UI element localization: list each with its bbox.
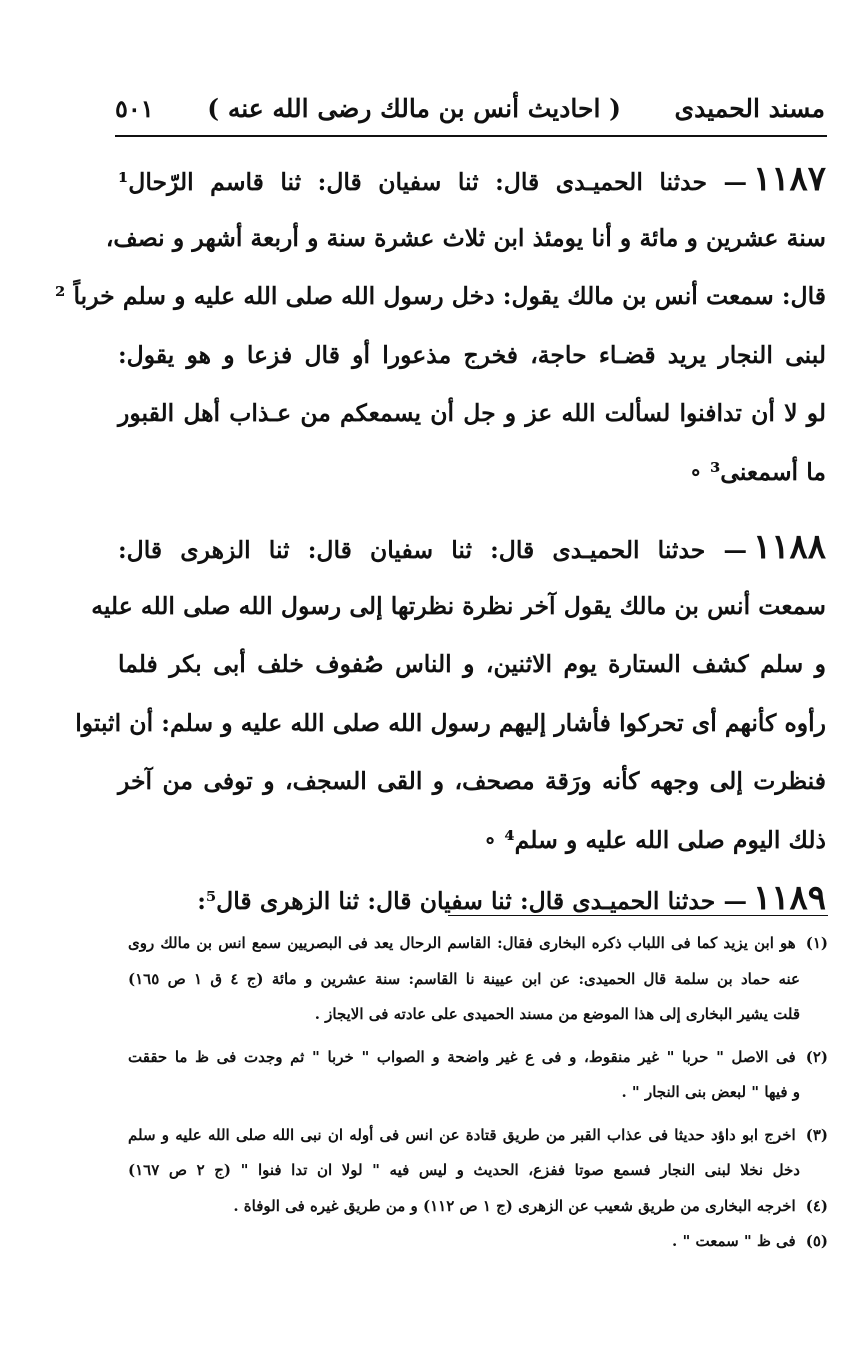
footnote-marker: (٣) (805, 1125, 828, 1144)
footnote-text: فى ظ " سمعت " . (672, 1232, 796, 1250)
hadith-1189-line-1 (118, 869, 826, 928)
footnotes (128, 926, 828, 1260)
hadith-line: ذلك اليوم صلى الله عليه و سلم⁴ ∘ (483, 825, 826, 854)
page-number: ٥٠١ (115, 93, 154, 123)
hadith-text: — حدثنا الحميـدى قال: ثنا سفيان قال: ثنا قاسم الرّحال¹ (118, 168, 747, 196)
footnote-text: اخرجه البخارى من طريق شعيب عن الزهرى (ج ١ ص ١١٢) و من طريق غيره فى الوفاة . (233, 1196, 796, 1215)
hadith-line: رأوه كأنهم أى تحركوا فأشار إليهم رسول الله صلى الله عليه و سلم: أن اثبتوا (75, 708, 826, 737)
hadith-text: — حدثنا الحميـدى قال: ثنا سفيان قال: ثنا الزهرى قال: (118, 536, 747, 564)
footnote-3 (128, 1118, 828, 1154)
hadith-1187-line-1 (118, 150, 826, 209)
hadith-1188-line-1 (118, 518, 826, 577)
main-text (55, 150, 826, 928)
footnote-4 (128, 1189, 828, 1225)
hadith-line: قال: سمعت أنس بن مالك يقول: دخل رسول الله صلى الله عليه و سلم خرباً ² (55, 282, 826, 310)
hadith-number: ١١٨٧ (752, 159, 826, 199)
footnote-line: قلت يشير البخارى إلى هذا الموضع من مسند الحميدى على عادته فى الايجاز . (314, 1005, 800, 1023)
chapter-title: ( احاديث أنس بن مالك رضى الله عنه ) (207, 93, 621, 123)
hadith-number: ١١٨٨ (752, 527, 826, 567)
hadith-line: ما أسمعنى³ ∘ (689, 457, 826, 486)
footnote-5 (128, 1224, 828, 1260)
footnote-marker: (٤) (805, 1196, 828, 1215)
hadith-line: لو لا أن تدافنوا لسألت الله عز و جل أن يسمعكم من عـذاب أهل القبور (118, 399, 826, 427)
hadith-line: لبنى النجار يريد قضـاء حاجة، فخرج مذعورا أو قال فزعا و هو يقول: (118, 340, 826, 369)
footnote-divider (448, 915, 828, 916)
footnote-2 (128, 1040, 828, 1076)
footnote-line: عنه حماد بن سلمة قال الحميدى: عن ابن عيينة نا القاسم: سنة عشرين و مائة (ج ٤ ق ١ ص ١٦٥) (128, 969, 800, 988)
footnote-line: و فيها " لبعض بنى النجار " . (621, 1083, 800, 1101)
book-title: مسند الحميدى (674, 93, 825, 123)
footnote-text: هو ابن يزيد كما فى اللباب ذكره البخارى فقال: القاسم الرحال يعد فى البصريين سمع انس بن مالك روى (128, 934, 796, 952)
footnote-1 (128, 926, 828, 962)
hadith-text: — حدثنا الحميـدى قال: ثنا سفيان قال: ثنا الزهرى قال⁵: (197, 887, 747, 915)
hadith-line: سمعت أنس بن مالك يقول آخر نظرة نظرتها إلى رسول الله صلى الله عليه (91, 591, 826, 620)
running-header (115, 84, 825, 132)
footnote-text: فى الاصل " حربا " غير منقوط، و فى ع غير واضحة و الصواب " خربا " ثم وجدت فى ظ ما حققت (128, 1047, 796, 1066)
hadith-line: سنة عشرين و مائة و أنا يومئذ ابن ثلاث عشرة سنة و أربعة أشهر و نصف، (105, 223, 826, 252)
header-divider (115, 135, 827, 137)
hadith-number: ١١٨٩ (752, 878, 826, 918)
footnote-marker: (٥) (805, 1232, 828, 1250)
hadith-line: فنظرت إلى وجهه كأنه ورَقة مصحف، و القى السجف، و توفى من آخر (118, 767, 826, 795)
footnote-line: دخل نخلا لبنى النجار فسمع صوتا ففزع، الحديث و ليس فيه " لولا ان تدا فنوا " (ج ٢ ص ١٦٧) (128, 1161, 800, 1179)
hadith-line: و سلم كشف الستارة يوم الاثنين، و الناس صُفوف خلف أبى بكر فلما (118, 650, 826, 678)
footnote-marker: (١) (805, 934, 828, 952)
footnote-text: اخرج ابو داؤد حديثا فى عذاب القبر من طريق قتادة عن انس فى أوله ان نبى الله صلى الله عليه و سلم (128, 1125, 796, 1144)
footnote-marker: (٢) (805, 1047, 828, 1066)
